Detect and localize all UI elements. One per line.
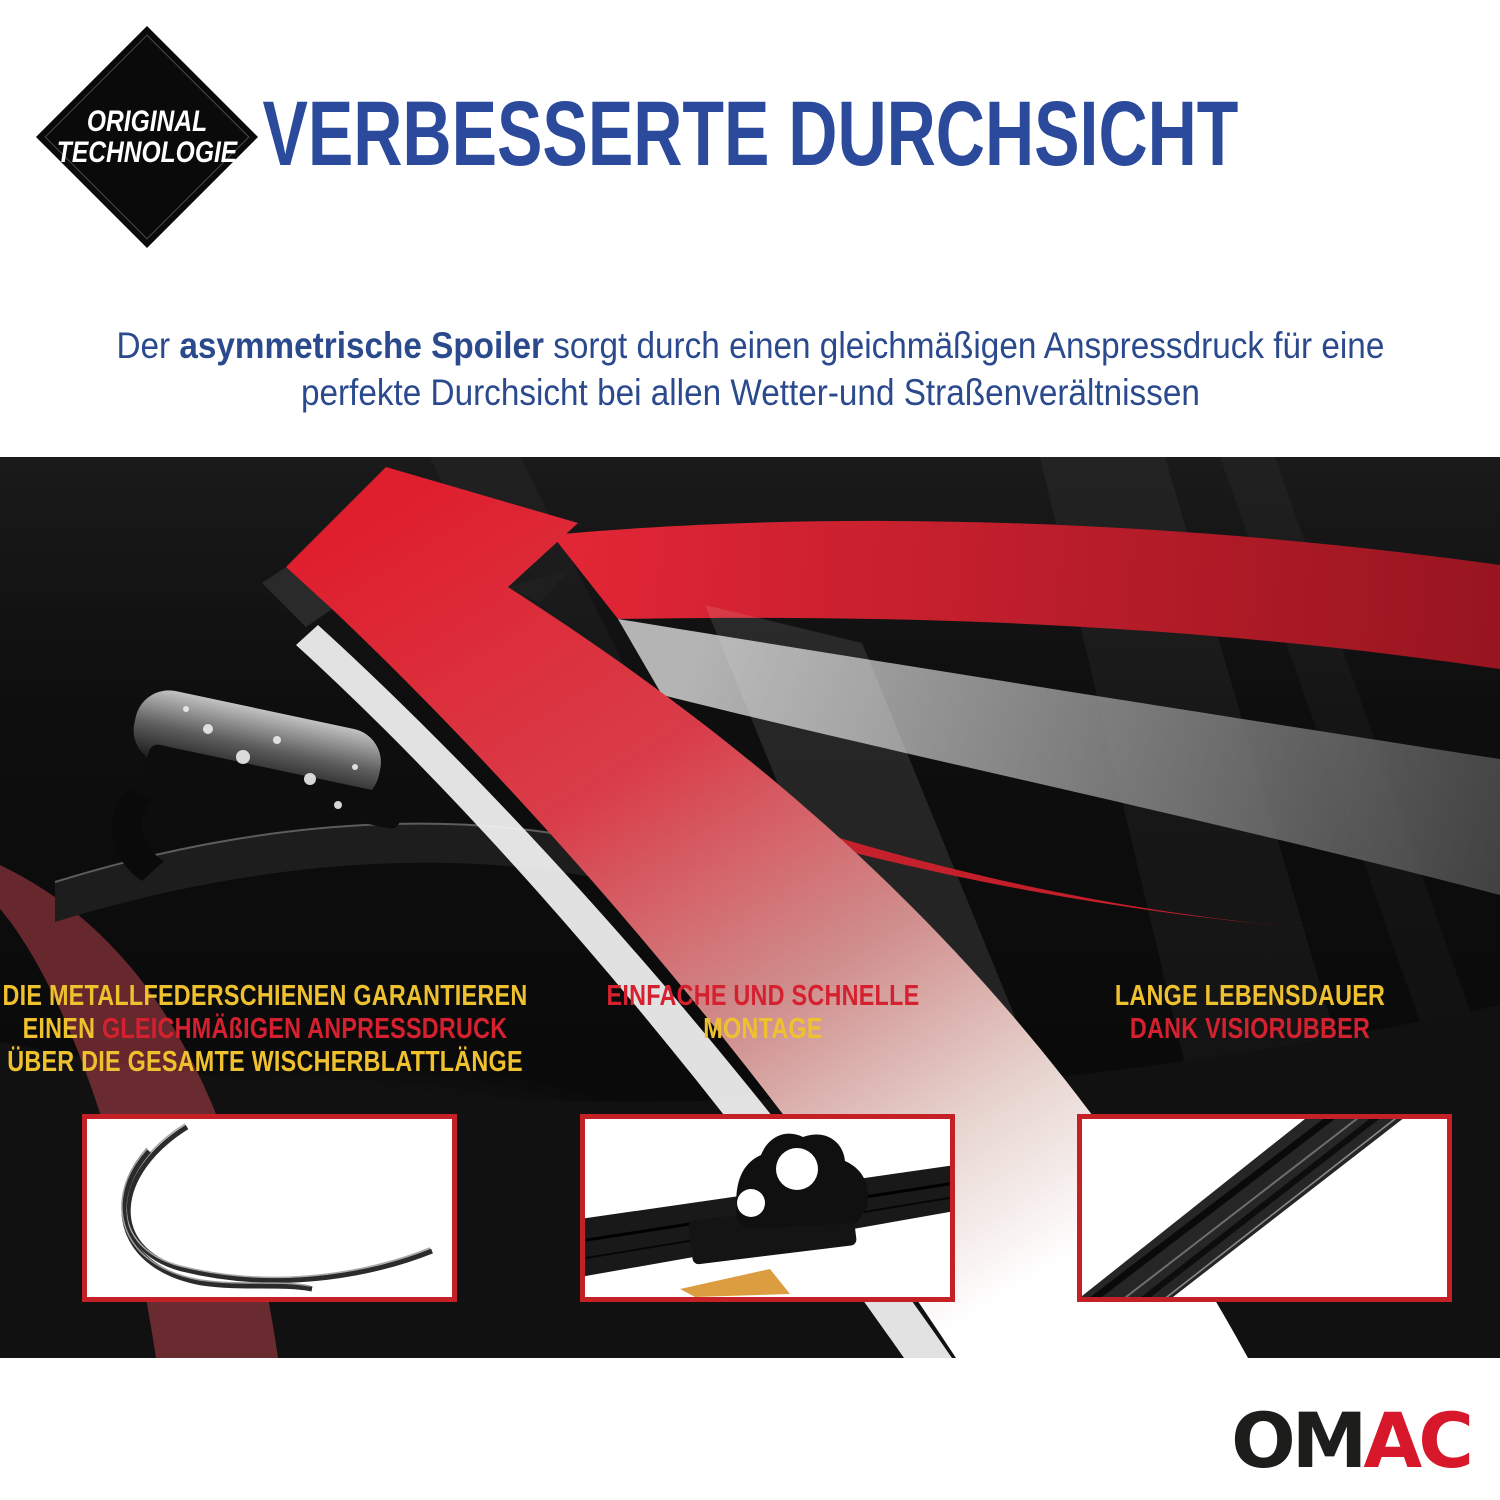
intro-paragraph xyxy=(0,322,1500,416)
hero-section xyxy=(0,457,1500,1358)
omac-logo-red-part: AC xyxy=(1363,1396,1470,1485)
badge-line-1: ORIGINAL xyxy=(86,105,208,138)
intro-bold: asymmetrische Spoiler xyxy=(178,325,544,366)
feature-line: LANGE LEBENSDAUER xyxy=(1114,980,1386,1012)
feature-metal-rails-text xyxy=(0,980,536,1079)
feature-line: EINEN GLEICHMÄßIGEN ANPRESSDRUCK xyxy=(22,1013,508,1045)
feature-line: MONTAGE xyxy=(703,1013,823,1045)
intro-line-2: perfekte Durchsicht bei allen Wetter-und Straßenverältnissen xyxy=(300,372,1200,413)
rubber-blade-photo xyxy=(1077,1114,1452,1302)
feature-lifespan-text xyxy=(1020,980,1479,1046)
page-title: VERBESSERTE DURCHSICHT xyxy=(262,83,1238,185)
feature-line: EINFACHE UND SCHNELLE xyxy=(606,980,920,1012)
feature-montage-text xyxy=(550,980,976,1046)
metal-spring-rails-photo xyxy=(82,1114,457,1302)
feature-line: ÜBER DIE GESAMTE WISCHERBLATTLÄNGE xyxy=(7,1046,523,1078)
badge-line-2: TECHNOLOGIE xyxy=(56,136,238,169)
intro-line-1: Der asymmetrische Spoiler sorgt durch einen gleichmäßigen Anspressdruck für eine xyxy=(116,325,1384,366)
feature-line: DANK VISIORUBBER xyxy=(1129,1013,1371,1045)
omac-logo xyxy=(1231,1396,1470,1485)
mounting-adapter-photo xyxy=(580,1114,955,1302)
feature-line: DIE METALLFEDERSCHIENEN GARANTIEREN xyxy=(2,980,528,1012)
omac-logo-black-part: OM xyxy=(1231,1396,1364,1485)
